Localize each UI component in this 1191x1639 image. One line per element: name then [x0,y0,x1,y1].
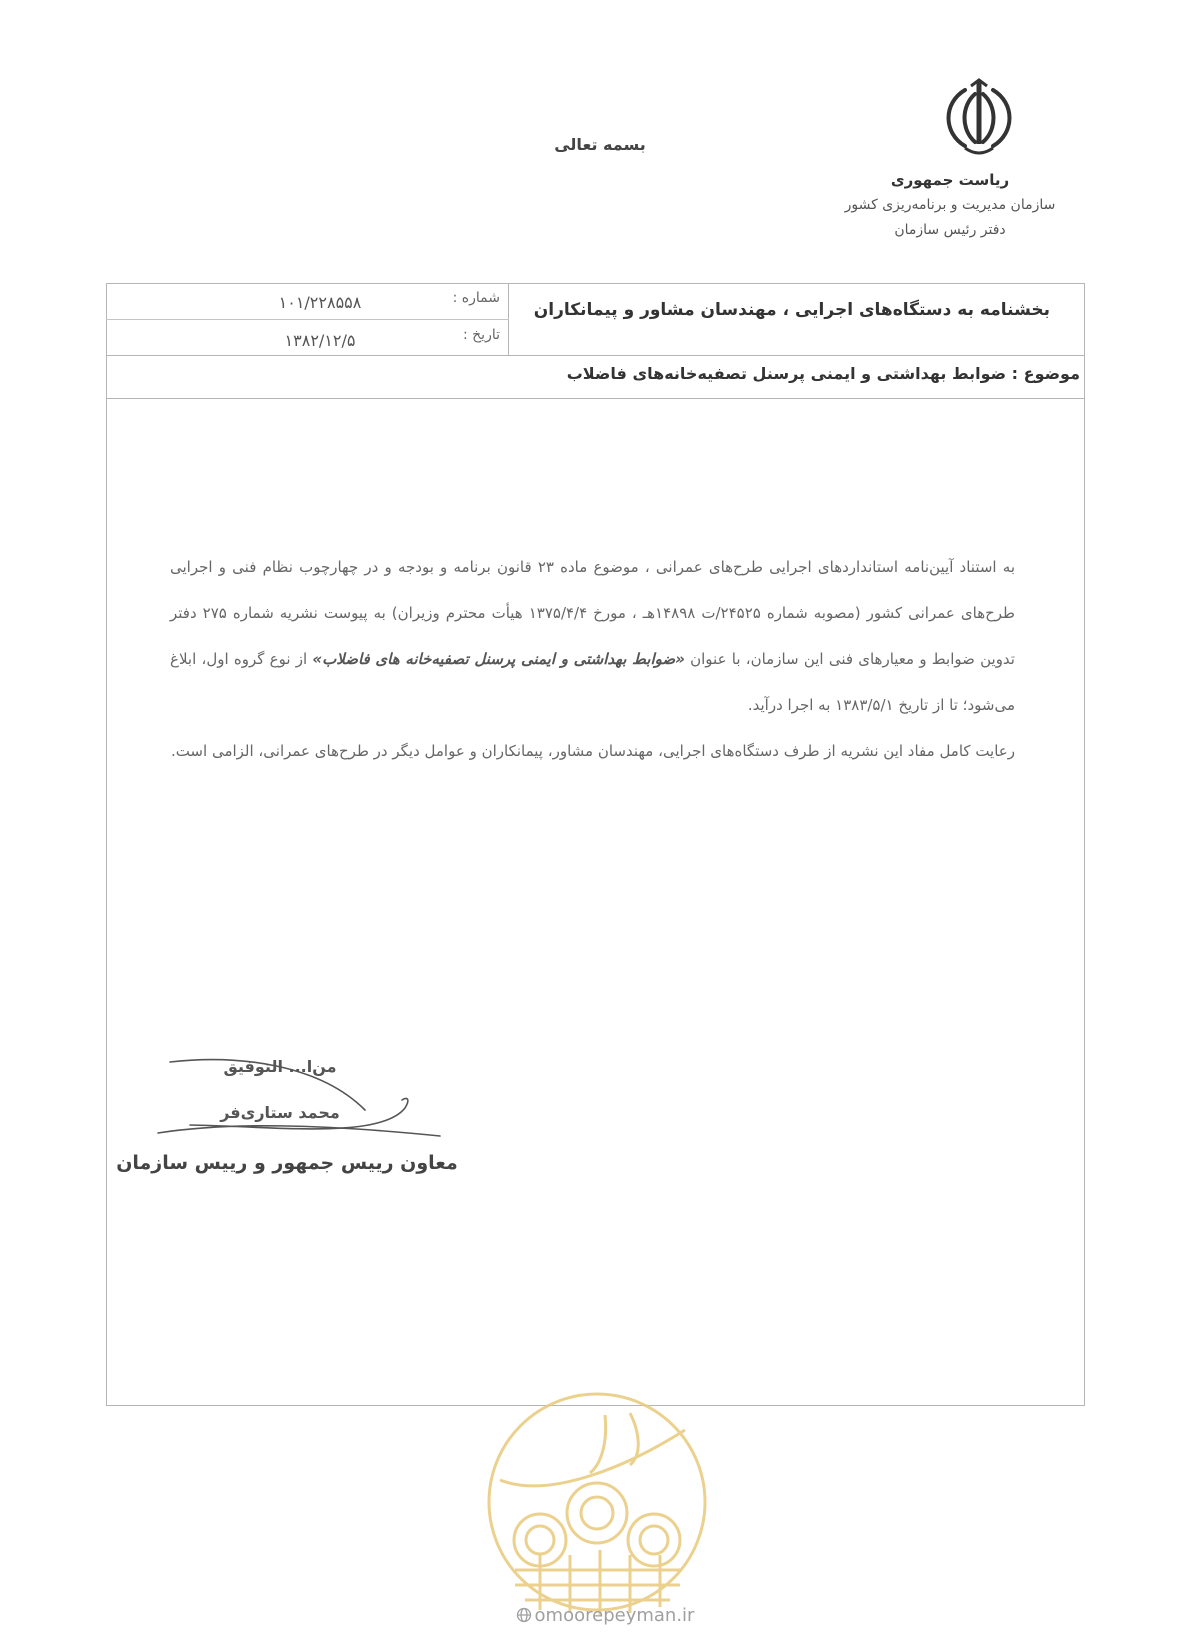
presidency-label: ریاست جمهوری [890,171,1010,189]
letter-body [170,544,1015,774]
basmala-heading: بسمه تعالی [554,135,646,154]
subject-line: موضوع : ضوابط بهداشتی و ایمنی پرسنل تصفیه‌خانه‌های فاضلاب [566,364,1080,383]
iran-emblem-icon [935,78,1023,158]
number-label: شماره : [452,290,500,306]
standard-title-emphasis: «ضوابط بهداشتی و ایمنی پرسنل تصفیه‌خانه های فاضلاب» [312,650,685,668]
body-paragraph-text: به استناد آیین‌نامه استانداردهای اجرایی طرح‌های عمرانی ، موضوع ماده ۲۳ قانون برنامه و بودجه و در چهارچوب نظام فنی و اجرایی طرح‌های عمرانی کشور (مصوبه شماره ۲۴۵۲۵/ت ۱۴۸۹۸هـ ، مورخ ۱۳۷۵/۴/۴ هیأت محترم وزیران) به پیوست نشریه شماره ۲۷۵ دفتر تدوین ضوابط و معیارهای فنی این سازمان، با عنوان [170,558,1015,668]
office-label: دفتر رئیس سازمان [894,222,1006,238]
signer-title: معاون رییس جمهور و رییس سازمان [116,1152,458,1174]
circular-title: بخشنامه به دستگاه‌های اجرایی ، مهندسان مشاور و پیمانکاران [533,300,1050,320]
date-value: ۱۳۸۲/۱۲/۵ [284,331,356,350]
number-value: ۱۰۱/۲۲۸۵۵۸ [278,293,362,312]
body-paragraph [170,544,1015,728]
subject-row-divider [106,355,1085,356]
issuing-office-block [800,168,1100,243]
watermark-url [490,1605,720,1626]
body-paragraph-text: از نوع گروه اول، ابلاغ می‌شود؛ تا از تاریخ ۱۳۸۳/۵/۱ به اجرا درآید. [170,650,1015,714]
body-paragraph-text: رعایت کامل مفاد این نشریه از طرف دستگاه‌های اجرایی، مهندسان مشاور، پیمانکاران و عوامل دیگر در طرح‌های عمرانی، الزامی است. [170,742,1015,760]
watermark-url-text: omoorepeyman.ir [534,1605,695,1626]
watermark-seal-logo [480,1385,715,1620]
organization-label: سازمان مدیریت و برنامه‌ریزی کشور [844,197,1056,213]
letter-frame [106,283,1085,1406]
body-paragraph [170,728,1015,774]
meta-divider [106,319,509,320]
closing-phrase: من‌ا... التوفیق [223,1057,337,1076]
signer-name: محمد ستاری‌فر [220,1103,340,1122]
date-label: تاریخ : [462,327,500,343]
globe-icon [516,1607,532,1623]
